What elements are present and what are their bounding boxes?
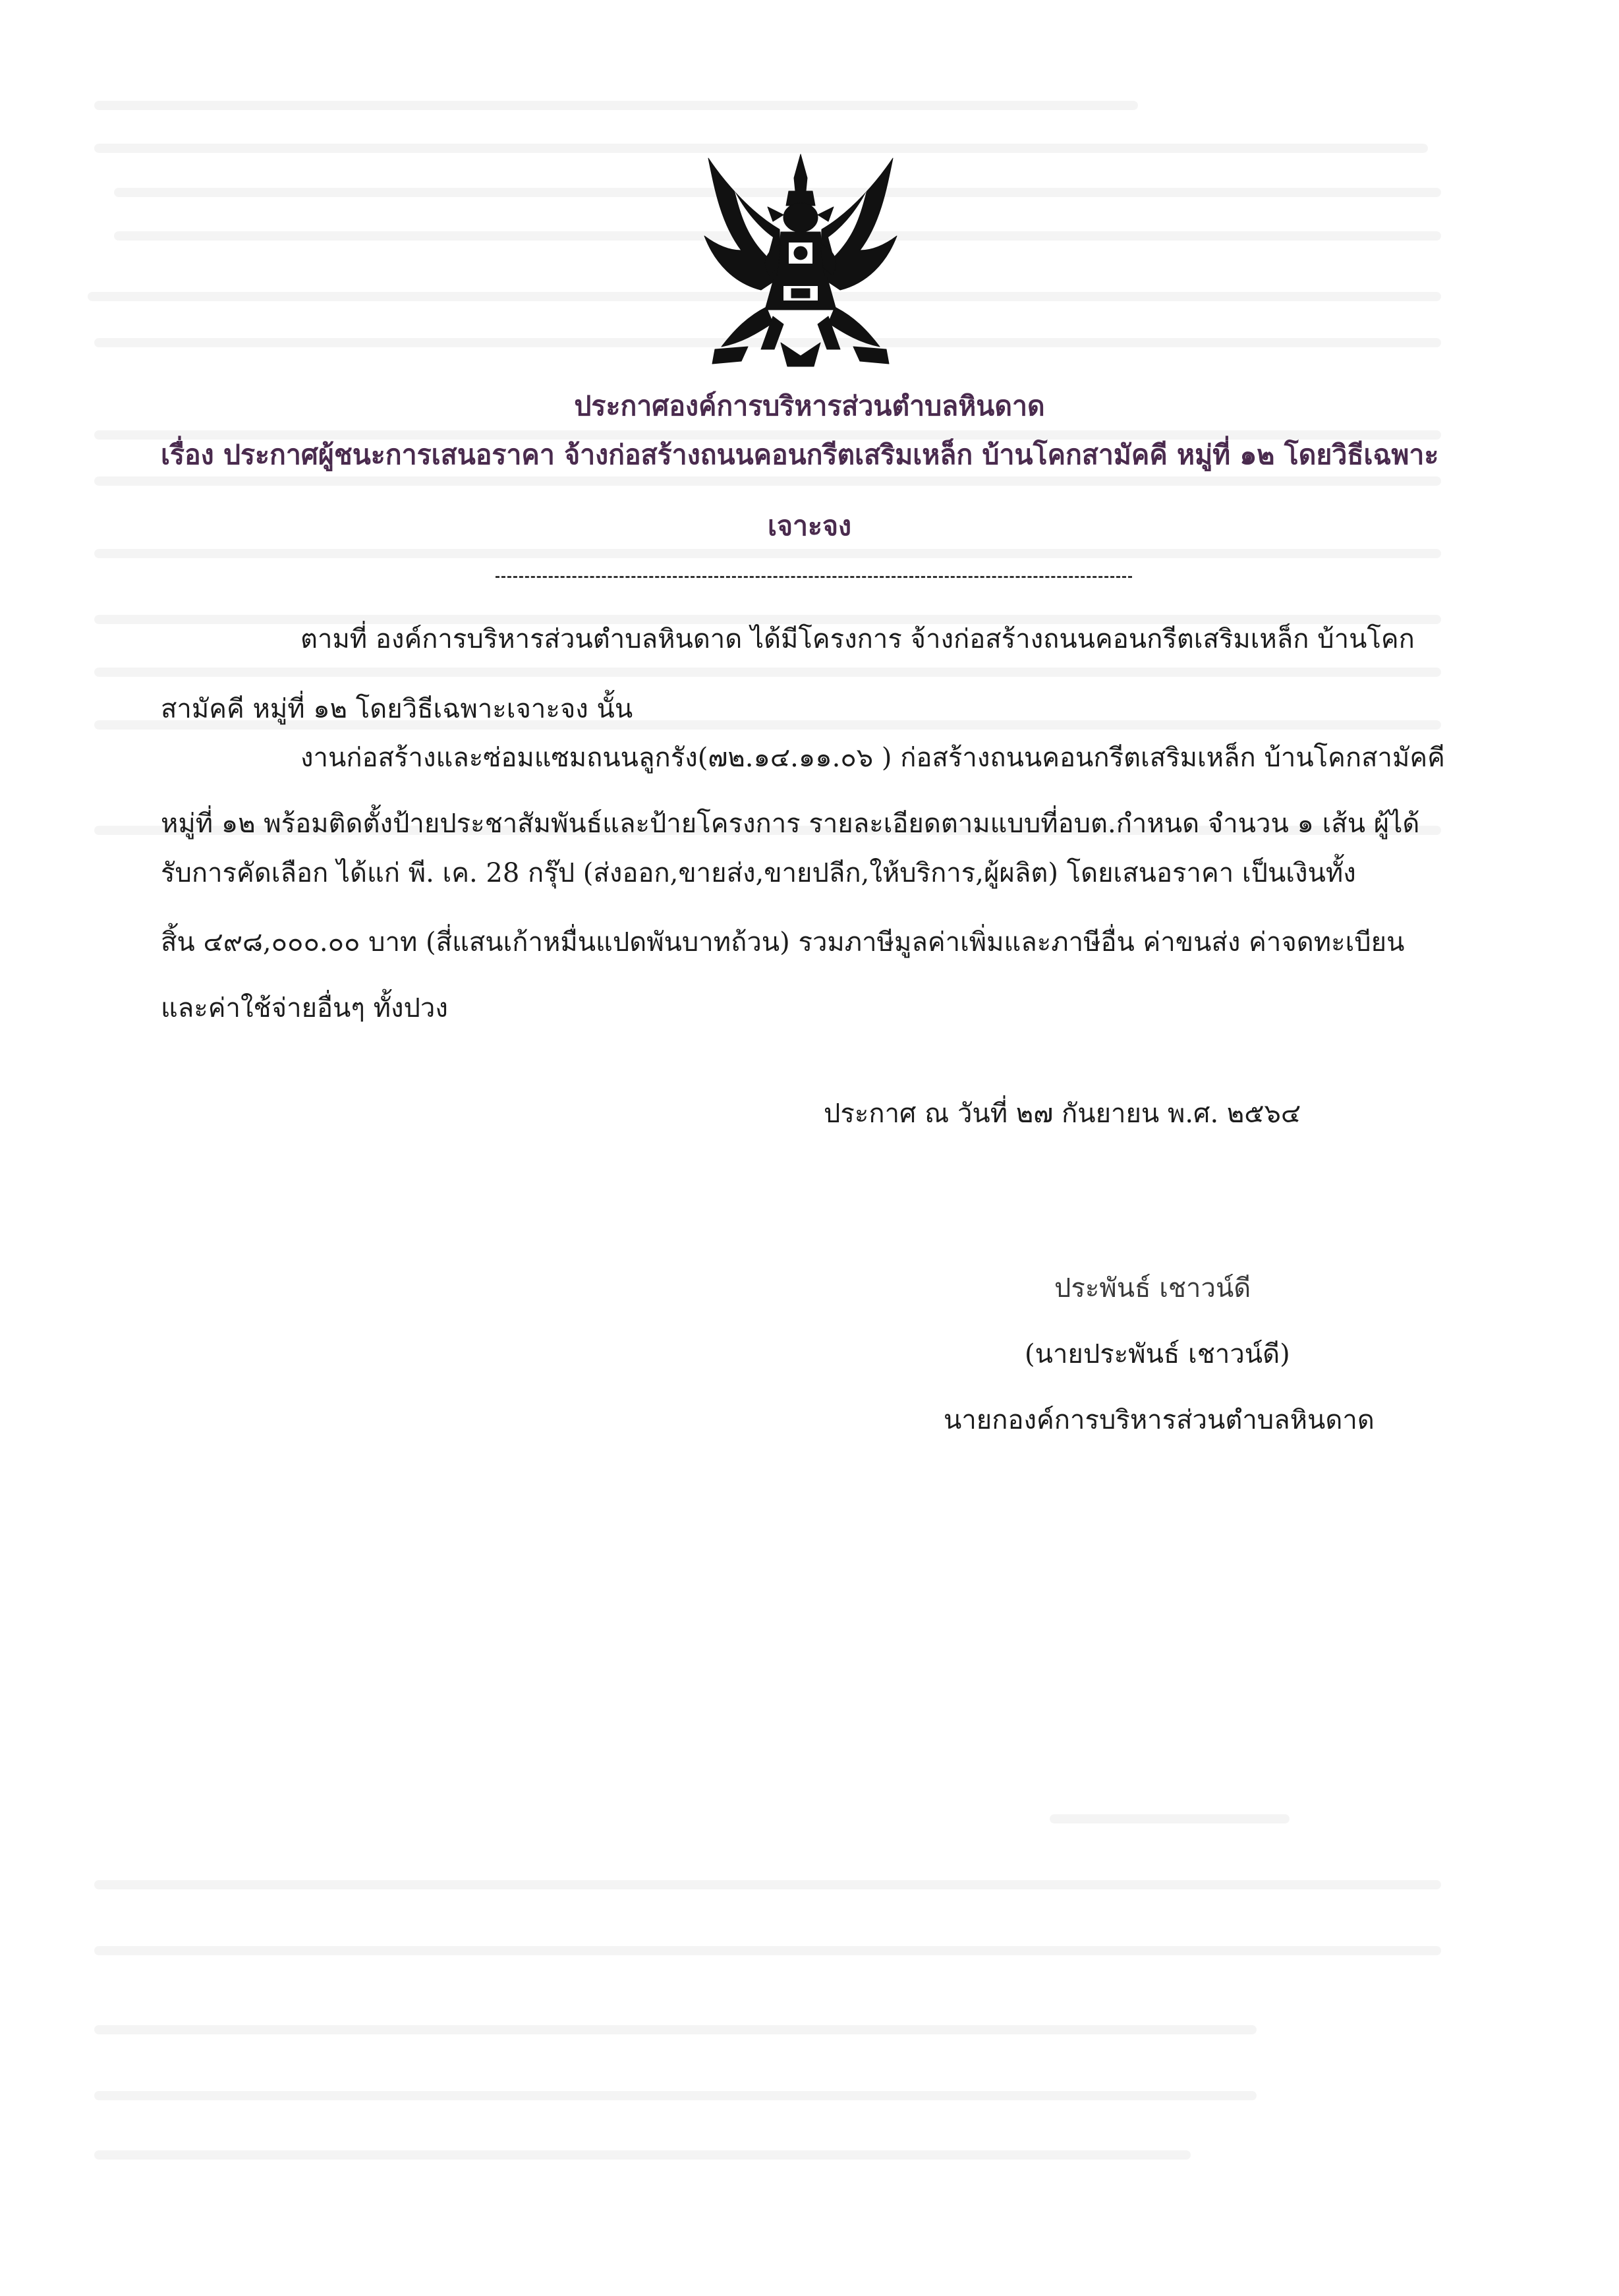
paragraph-2-line-3: รับการคัดเลือก ได้แก่ พี. เค. 28 กรุ๊ป (ส่งออก,ขายส่ง,ขายปลีก,ให้บริการ,ผู้ผลิต) โดยเสนอราคา เป็นเงินทั้ง [161,858,1356,888]
paragraph-1-line-2: สามัคคี หมู่ที่ ๑๒ โดยวิธีเฉพาะเจาะจง นั้น [161,694,633,724]
paragraph-2-line-2: หมู่ที่ ๑๒ พร้อมติดตั้งป้ายประชาสัมพันธ์และป้ายโครงการ รายละเอียดตามแบบที่อบต.กำหนด จำนวน ๑ เส้น ผู้ได้ [161,809,1420,839]
paragraph-2-line-5: และค่าใช้จ่ายอื่นๆ ทั้งปวง [161,993,448,1023]
paragraph-1-line-1: ตามที่ องค์การบริหารส่วนตำบลหินดาด ได้มีโครงการ จ้างก่อสร้างถนนคอนกรีตเสริมเหล็ก บ้านโคก [300,624,1415,654]
subject-line-2: เจาะจง [767,510,852,542]
paragraph-2-line-1: งานก่อสร้างและซ่อมแซมถนนลูกรัง(๗๒.๑๔.๑๑.๐๖ ) ก่อสร้างถนนคอนกรีตเสริมเหล็ก บ้านโคกสามัคคี [300,743,1445,773]
signature-name: ประพันธ์ เชาวน์ดี [1054,1273,1251,1304]
divider-line [496,576,1132,578]
garuda-emblem-icon [695,152,906,369]
announcement-date: ประกาศ ณ วันที่ ๒๗ กันยายน พ.ศ. ๒๕๖๔ [824,1099,1301,1129]
paragraph-2-line-4: สิ้น ๔๙๘,๐๐๐.๐๐ บาท (สี่แสนเก้าหมื่นแปดพันบาทถ้วน) รวมภาษีมูลค่าเพิ่มและภาษีอื่น ค่าขนส่ง ค่าจดทะเบียน [161,927,1405,958]
subject-line-1: เรื่อง ประกาศผู้ชนะการเสนอราคา จ้างก่อสร้างถนนคอนกรีตเสริมเหล็ก บ้านโคกสามัคคี หมู่ที่ ๑๒ โดยวิธีเฉพาะ [161,439,1439,471]
signatory-position: นายกองค์การบริหารส่วนตำบลหินดาด [944,1405,1375,1435]
signatory-printed-name: (นายประพันธ์ เชาวน์ดี) [1025,1339,1290,1369]
announcement-title: ประกาศองค์การบริหารส่วนตำบลหินดาด [574,390,1045,422]
